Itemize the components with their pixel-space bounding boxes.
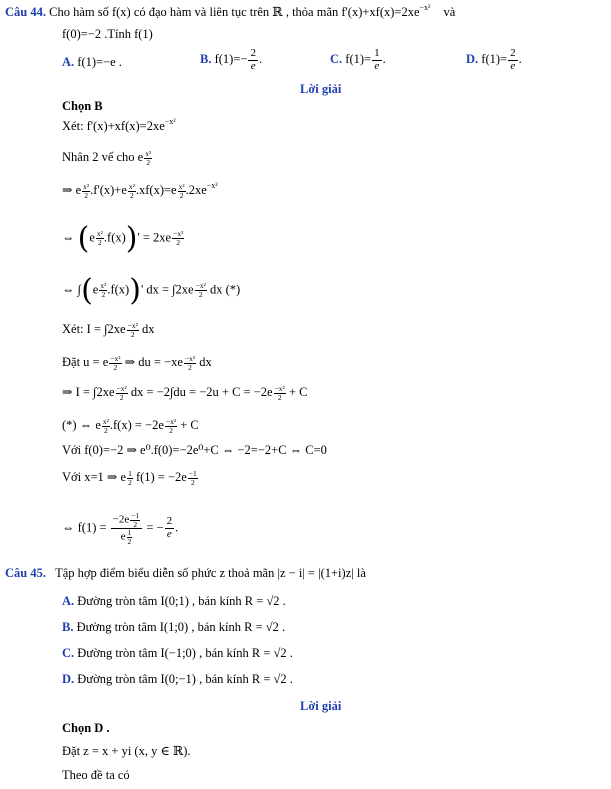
q44-step-4-pre: ⇔ bbox=[62, 230, 75, 245]
q44-step-5-exp-den: 2 bbox=[101, 289, 106, 299]
q45-line-1: Đặt z = x + yi (x, y ∈ ℝ). bbox=[62, 744, 191, 758]
q44-step-4-exp-num: x² bbox=[96, 229, 103, 239]
q45-option-a-key: A. bbox=[62, 594, 75, 608]
q44-stem-line2: f(0)=−2 .Tính f(1) bbox=[62, 27, 153, 41]
q44-step-3-exp3-num: x² bbox=[178, 182, 185, 191]
q44-stem-text: Cho hàm số f(x) có đạo hàm và liên tục trên ℝ , thỏa mãn f'(x)+xf(x)=2xe bbox=[49, 5, 420, 20]
q44-step-5: ⇔ ∫(e $\frac{\text{x²}}{2}$ .f(x))' dx = ∫2xe $\frac{\text{−x²}}{2}$ dx (*) bbox=[62, 273, 241, 308]
q44-step-8-exp2: $\frac{\text{−x²}}{2}$ bbox=[274, 384, 285, 402]
q45-option-d-text: Đường tròn tâm I(0;−1) , bán kính R = √2 . bbox=[77, 672, 293, 686]
q44-step-3-exp1 bbox=[82, 183, 90, 199]
q44-step-2-exp-den: 2 bbox=[146, 157, 151, 167]
q44-label: Câu 44. bbox=[5, 5, 46, 20]
q44-step-3-exp1-num: x² bbox=[83, 182, 90, 191]
q44-step-4-post: ' = 2xe bbox=[137, 230, 172, 245]
q44-step-11 bbox=[62, 470, 198, 486]
q44-option-b-num: 2 bbox=[250, 47, 256, 59]
q44-step-5-exp-num: x² bbox=[100, 281, 107, 291]
q44-option-c-pre: f(1)= bbox=[345, 51, 372, 66]
q44-option-c-fraction bbox=[372, 48, 382, 72]
q44-option-d-num: 2 bbox=[510, 47, 516, 59]
q44-step-5-post: dx (*) bbox=[206, 282, 241, 297]
q45-option-c-text: Đường tròn tâm I(−1;0) , bán kính R = √2 . bbox=[77, 646, 293, 660]
q44-step-9 bbox=[62, 418, 199, 434]
q44-step-4-exp bbox=[96, 230, 104, 246]
q44-step-3-a: ⇒ e bbox=[62, 183, 82, 198]
q44-step-12-mid: = − bbox=[146, 520, 164, 535]
q44-step-7 bbox=[62, 355, 212, 371]
q44-step-5-mid: ' dx = ∫2xe bbox=[140, 282, 194, 297]
q44-step-3 bbox=[62, 182, 218, 199]
q44-step-8-pre: ⇒ I = ∫2xe bbox=[62, 385, 115, 400]
q45-option-c bbox=[62, 646, 293, 661]
q44-step-5-rhs-exp: $\frac{\text{−x²}}{2}$ bbox=[195, 281, 206, 299]
q44-step-3-b: .f'(x)+e bbox=[90, 183, 127, 198]
q45-choice: Chọn D . bbox=[62, 721, 110, 735]
q45-option-d-key: D. bbox=[62, 672, 75, 686]
q44-step-9-pre: (*) ⇔ e bbox=[62, 418, 101, 433]
q44-step-5-pre: ⇔ ∫ bbox=[62, 282, 82, 297]
q44-step-6-pre: Xét: I = ∫2xe bbox=[62, 322, 126, 337]
q44-step-9-exp1 bbox=[102, 418, 110, 434]
q44-step-9-exp2: $\frac{\text{−x²}}{2}$ bbox=[165, 417, 177, 435]
q45-option-c-key: C. bbox=[62, 646, 75, 660]
q44-step-11-mid: f(1) = −2e bbox=[132, 470, 187, 485]
q44-step-7-mid: ⇒ du = −xe bbox=[121, 355, 183, 370]
q44-option-c-key: C. bbox=[330, 51, 343, 66]
q45-option-b bbox=[62, 620, 285, 635]
q44-option-c-den: e bbox=[374, 59, 380, 72]
q45-option-b-key: B. bbox=[62, 620, 74, 634]
q44-option-d-post: . bbox=[518, 51, 522, 66]
q44-option-a bbox=[62, 55, 122, 70]
q44-step-11-exp2: $\frac{-1}{2}$ bbox=[188, 469, 197, 487]
q44-step-2-text: Nhân 2 vế cho e bbox=[62, 150, 144, 165]
q44-option-c bbox=[330, 48, 386, 72]
q44-stem-tail: và bbox=[443, 5, 456, 20]
q44-step-6-post: dx bbox=[138, 322, 155, 337]
q44-step-11-exp1: $\frac{1}{2}$ bbox=[128, 469, 132, 487]
q44-step-4-exp-den: 2 bbox=[98, 237, 102, 247]
q44-option-b-pre: f(1)=− bbox=[214, 51, 248, 66]
q44-step-9-exp1-num: x² bbox=[102, 417, 109, 426]
q45-stem bbox=[5, 566, 366, 581]
q45-option-b-text: Đường tròn tâm I(1;0) , bán kính R = √2 . bbox=[76, 620, 286, 634]
q44-step-2-exp-num: x² bbox=[145, 149, 152, 158]
q44-step-5-rparen: ) bbox=[129, 273, 141, 308]
q44-step-4-rparen: ) bbox=[125, 221, 138, 256]
q44-step-8-post: + C bbox=[285, 385, 308, 400]
q44-step-5-inner: .f(x) bbox=[107, 282, 130, 297]
q45-line-2: Theo đề ta có bbox=[62, 768, 130, 782]
q44-step-3-exp3-den: 2 bbox=[179, 190, 184, 200]
q44-step-6-exp: $\frac{\text{−x²}}{2}$ bbox=[127, 321, 138, 339]
q44-stem-line1 bbox=[5, 4, 455, 20]
q44-step-2-exp bbox=[144, 150, 152, 166]
q44-option-b-post: . bbox=[258, 51, 263, 66]
q44-option-d-pre: f(1)= bbox=[481, 51, 508, 66]
q44-step-3-exp2-den: 2 bbox=[130, 190, 134, 200]
q45-solution-title: Lời giải bbox=[300, 699, 342, 713]
q44-stem-exponent: −x² bbox=[419, 3, 431, 12]
q44-step-8 bbox=[62, 385, 307, 401]
q44-step-7-exp1: $\frac{\text{−x²}}{2}$ bbox=[110, 354, 121, 372]
q44-step-10: Với f(0)=−2 ⇒ e⁰.f(0)=−2e⁰+C ⇔ −2=−2+C ⇔ C=0 bbox=[62, 443, 327, 457]
q44-step-12-den1: e $\frac{1}{2}$ bbox=[120, 528, 132, 546]
q44-step-3-exp2 bbox=[128, 183, 136, 199]
q45-option-d bbox=[62, 672, 293, 687]
q44-step-1-exp: −x² bbox=[164, 117, 176, 126]
q44-step-12-num1: −2e $\frac{-1}{2}$ bbox=[111, 512, 143, 529]
q44-step-4: ⇔ (e $\frac{\text{x²}}{2}$ .f(x))' = 2xe $\frac{\text{−x²}}{2}$ bbox=[62, 221, 184, 256]
q44-step-4-inner: .f(x) bbox=[103, 230, 126, 245]
q44-step-12-pre: ⇔ f(1) = bbox=[62, 520, 107, 535]
q44-step-12-num2: 2 bbox=[166, 515, 173, 528]
q44-option-c-num: 1 bbox=[374, 47, 380, 59]
q44-step-1 bbox=[62, 118, 176, 134]
q44-step-4-lparen: ( bbox=[77, 221, 90, 256]
q44-solution-title: Lời giải bbox=[300, 82, 342, 96]
q45-option-a bbox=[62, 594, 286, 609]
q44-option-b-den: e bbox=[250, 59, 256, 72]
q44-step-8-exp1: $\frac{\text{−x²}}{2}$ bbox=[116, 384, 127, 402]
q44-step-3-c: .xf(x)=e bbox=[135, 183, 177, 198]
q44-step-9-exp1-den: 2 bbox=[104, 425, 108, 435]
q44-step-7-exp2: $\frac{\text{−x²}}{2}$ bbox=[184, 354, 196, 372]
q44-option-b-fraction bbox=[248, 48, 258, 72]
q44-step-12 bbox=[62, 512, 178, 545]
q44-step-3-exp2-num: x² bbox=[128, 182, 135, 191]
q44-step-12-fraction1 bbox=[111, 512, 143, 545]
q44-option-c-post: . bbox=[382, 51, 386, 66]
q45-option-a-text: Đường tròn tâm I(0;1) , bán kính R = √2 . bbox=[77, 594, 286, 608]
q44-step-6 bbox=[62, 322, 154, 338]
q44-choice: Chọn B bbox=[62, 99, 103, 113]
q44-option-d bbox=[466, 48, 522, 72]
q44-option-a-text: f(1)=−e . bbox=[77, 55, 122, 69]
q44-step-5-lparen: ( bbox=[81, 273, 93, 308]
q44-step-12-fraction2 bbox=[165, 516, 175, 540]
q44-step-1-text: Xét: f'(x)+xf(x)=2xe bbox=[62, 119, 165, 134]
q44-step-12-num1-text: −2e bbox=[112, 513, 130, 526]
q44-step-3-exp1-den: 2 bbox=[84, 190, 89, 200]
q44-option-d-den: e bbox=[510, 59, 516, 72]
q45-stem-text: Tập hợp điểm biểu diễn số phức z thoả mãn |z − i| = |(1+i)z| là bbox=[55, 566, 366, 580]
q44-step-4-rhs-exp: $\frac{\text{−x²}}{2}$ bbox=[173, 229, 184, 247]
q44-step-3-d-exp: −x² bbox=[206, 181, 218, 190]
q44-step-12-den2: e bbox=[166, 528, 172, 540]
q44-option-b bbox=[200, 48, 262, 72]
q44-step-3-d: .2xe bbox=[185, 183, 207, 198]
q44-option-b-key: B. bbox=[200, 51, 212, 66]
q44-step-3-exp3 bbox=[178, 183, 186, 199]
q44-option-d-fraction bbox=[508, 48, 518, 72]
q44-step-9-mid: .f(x) = −2e bbox=[109, 418, 164, 433]
q44-step-12-den1-text: e bbox=[120, 530, 126, 543]
q44-step-11-pre: Với x=1 ⇒ e bbox=[62, 470, 127, 485]
q44-step-12-post: . bbox=[175, 520, 179, 535]
q44-step-7-post: dx bbox=[196, 355, 212, 370]
q44-option-d-key: D. bbox=[466, 51, 479, 66]
q44-step-7-pre: Đặt u = e bbox=[62, 355, 109, 370]
q45-label: Câu 45. bbox=[5, 566, 46, 580]
q44-step-9-post: + C bbox=[177, 418, 199, 433]
q44-option-a-key: A. bbox=[62, 55, 75, 69]
q44-step-8-mid: dx = −2∫du = −2u + C = −2e bbox=[127, 385, 273, 400]
q44-step-2 bbox=[62, 150, 152, 166]
